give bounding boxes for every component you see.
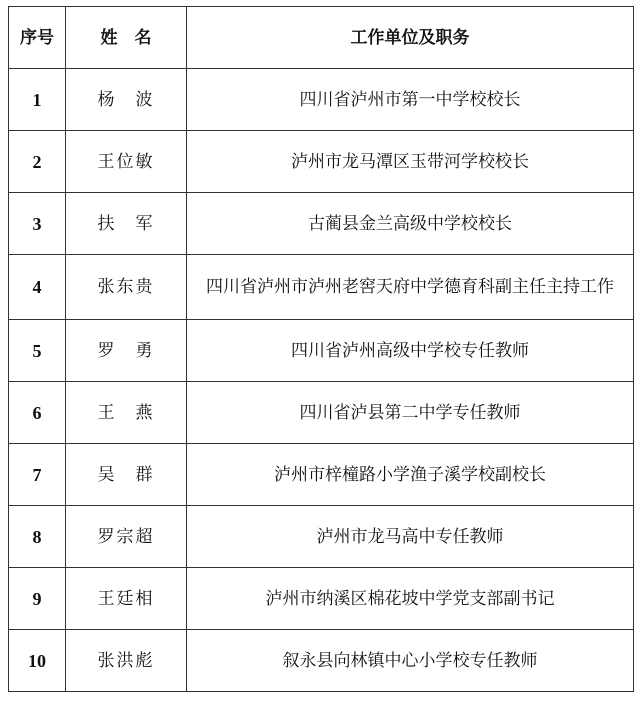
cell-name: 罗宗超 bbox=[66, 506, 187, 568]
personnel-table bbox=[8, 6, 634, 692]
cell-no: 5 bbox=[9, 320, 66, 382]
header-unit: 工作单位及职务 bbox=[187, 7, 634, 69]
table-row bbox=[9, 630, 634, 692]
table-row bbox=[9, 568, 634, 630]
cell-no: 10 bbox=[9, 630, 66, 692]
cell-unit: 四川省泸州市泸州老窖天府中学德育科副主任主持工作 bbox=[187, 255, 634, 320]
cell-name: 罗 勇 bbox=[66, 320, 187, 382]
cell-unit: 四川省泸州市第一中学校校长 bbox=[187, 69, 634, 131]
cell-name: 扶 军 bbox=[66, 193, 187, 255]
cell-name: 王 燕 bbox=[66, 382, 187, 444]
cell-unit: 泸州市纳溪区棉花坡中学党支部副书记 bbox=[187, 568, 634, 630]
cell-unit: 四川省泸州高级中学校专任教师 bbox=[187, 320, 634, 382]
cell-no: 4 bbox=[9, 255, 66, 320]
cell-no: 1 bbox=[9, 69, 66, 131]
cell-name: 杨 波 bbox=[66, 69, 187, 131]
cell-no: 6 bbox=[9, 382, 66, 444]
cell-unit: 泸州市梓橦路小学渔子溪学校副校长 bbox=[187, 444, 634, 506]
cell-no: 9 bbox=[9, 568, 66, 630]
table-row bbox=[9, 193, 634, 255]
table-row bbox=[9, 444, 634, 506]
cell-no: 3 bbox=[9, 193, 66, 255]
table-row bbox=[9, 382, 634, 444]
cell-name: 王廷相 bbox=[66, 568, 187, 630]
cell-name: 吴 群 bbox=[66, 444, 187, 506]
header-row bbox=[9, 7, 634, 69]
cell-no: 2 bbox=[9, 131, 66, 193]
cell-no: 8 bbox=[9, 506, 66, 568]
cell-unit: 泸州市龙马高中专任教师 bbox=[187, 506, 634, 568]
cell-unit: 叙永县向林镇中心小学校专任教师 bbox=[187, 630, 634, 692]
cell-name: 张东贵 bbox=[66, 255, 187, 320]
cell-name: 张洪彪 bbox=[66, 630, 187, 692]
table-row bbox=[9, 506, 634, 568]
cell-no: 7 bbox=[9, 444, 66, 506]
cell-name: 王位敏 bbox=[66, 131, 187, 193]
cell-unit: 四川省泸县第二中学专任教师 bbox=[187, 382, 634, 444]
header-no: 序号 bbox=[9, 7, 66, 69]
header-name: 姓 名 bbox=[66, 7, 187, 69]
table-row bbox=[9, 255, 634, 320]
table-row bbox=[9, 69, 634, 131]
table-row bbox=[9, 131, 634, 193]
cell-unit: 古蔺县金兰高级中学校校长 bbox=[187, 193, 634, 255]
table-row bbox=[9, 320, 634, 382]
cell-unit: 泸州市龙马潭区玉带河学校校长 bbox=[187, 131, 634, 193]
